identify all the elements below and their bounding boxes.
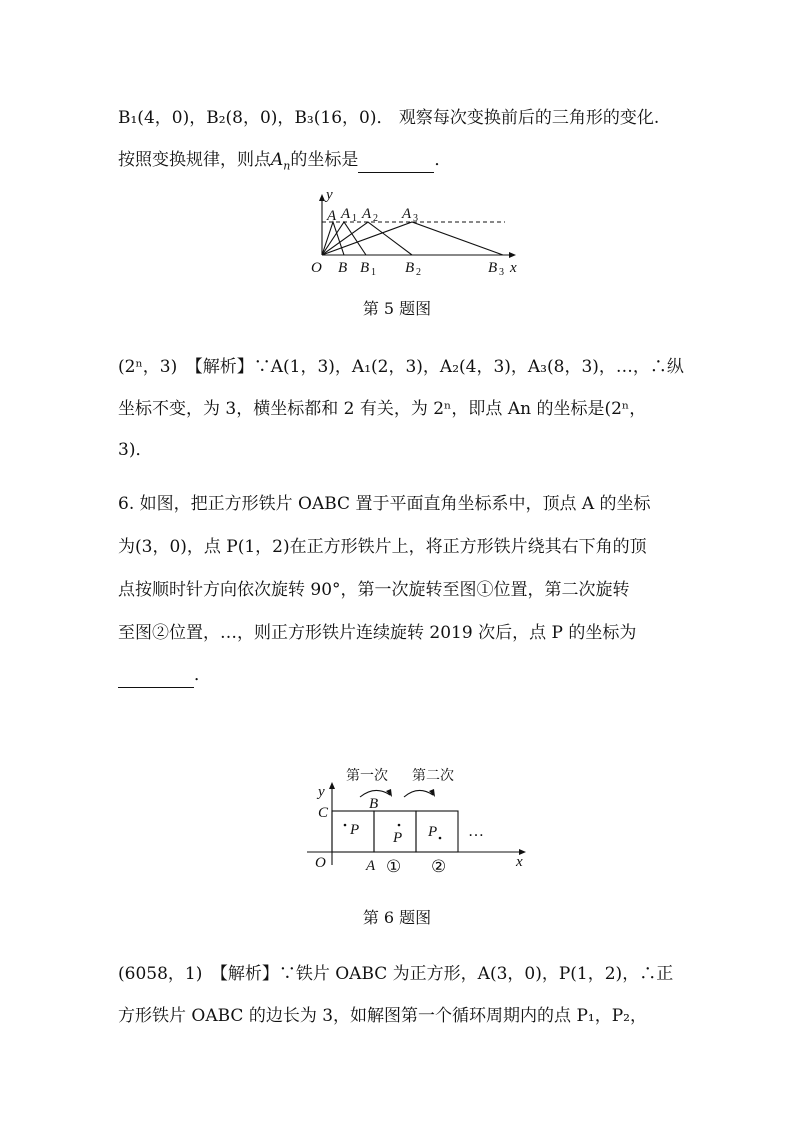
label-a: A [327, 208, 337, 224]
p5-line-2-pre: 按照变换规律，则点 [118, 150, 271, 170]
label-second: 第二次 [412, 768, 454, 784]
label-b2: B [405, 260, 415, 276]
figure-5 [0, 185, 794, 285]
label-c: C [318, 805, 329, 821]
label-p1: P [393, 830, 403, 846]
p5-solution-3: 3)． [118, 440, 153, 460]
label-a3: A [402, 206, 412, 222]
label-b3: B [488, 260, 498, 276]
dot-p [344, 824, 347, 827]
p5-line-2-post: 的坐标是 [290, 150, 359, 170]
p6-line-3: 点按顺时针方向依次旋转 90°，第一次旋转至图①位置，第二次旋转 [118, 580, 630, 600]
dot-p1 [398, 824, 401, 827]
p6-line-5-end: ． [194, 665, 211, 685]
answer-blank-6 [118, 663, 194, 688]
label-a3-sub: 3 [413, 213, 418, 224]
caption-6: 第 6 题图 [362, 908, 432, 927]
p5-line-2-end: ． [434, 150, 452, 170]
b2-coord: B₂(8，0)， [206, 108, 295, 128]
p6-line-2: 为(3，0)，点 P(1，2)在正方形铁片上，将正方形铁片绕其右下角的顶 [118, 537, 647, 557]
p6-line-4: 至图②位置，…，则正方形铁片连续旋转 2019 次后，点 P 的坐标为 [118, 623, 637, 643]
x-label-5: x [510, 260, 517, 276]
label-b1: B [360, 260, 370, 276]
p6-solution-2: 方形铁片 OABC 的边长为 3，如解图第一个循环周期内的点 P₁，P₂， [118, 1006, 647, 1026]
p5-line-1 [118, 106, 659, 130]
label-first: 第一次 [346, 768, 388, 784]
label-b1-sub: 1 [371, 267, 376, 278]
label-a1: A [341, 206, 351, 222]
p5-solution-2: 坐标不变，为 3，横坐标都和 2 有关，为 2ⁿ，即点 An 的坐标是(2ⁿ， [118, 399, 647, 419]
dot-p2 [439, 837, 442, 840]
p6-solution-1: (6058，1) 【解析】∵铁片 OABC 为正方形，A(3，0)，P(1，2)，∴正 [118, 964, 674, 984]
triangle-ob3a3 [322, 222, 503, 255]
b3-coord: B₃(16，0)． [294, 108, 394, 128]
caption-5: 第 5 题图 [362, 299, 432, 318]
p5-solution-1: (2ⁿ，3) 【解析】∵A(1，3)，A₁(2，3)，A₂(4，3)，A₃(8，3)，…，∴纵 [118, 357, 684, 377]
p6-line-1: 6. 如图，把正方形铁片 OABC 置于平面直角坐标系中，顶点 A 的坐标 [118, 494, 651, 514]
b1-coord: B₁(4，0)， [118, 108, 207, 128]
label-b2-sub: 2 [416, 267, 421, 278]
label-p: P [350, 822, 360, 838]
origin-label-5: O [311, 260, 322, 276]
y-label-5: y [326, 187, 333, 203]
label-b3-sub: 3 [499, 267, 504, 278]
p5-line-1-text: 观察每次变换前后的三角形的变化. [398, 108, 660, 128]
answer-blank-5 [358, 148, 434, 173]
x-axis-arrow-5 [509, 252, 516, 258]
y-label-6: y [318, 784, 325, 800]
circle-2-label: ② [431, 857, 447, 876]
label-b-6: B [369, 796, 379, 812]
ellipsis-label: … [468, 823, 484, 840]
label-a2: A [362, 206, 372, 222]
y-axis-arrow-6 [329, 782, 335, 789]
label-b: B [338, 260, 348, 276]
y-axis-arrow-5 [319, 194, 325, 201]
label-p2: P [428, 824, 438, 840]
circle-1-label: ① [386, 857, 402, 876]
label-a1-sub: 1 [352, 213, 357, 224]
x-label-6: x [516, 854, 523, 870]
point-an-sub: n [283, 159, 291, 173]
point-an: A [271, 150, 284, 170]
origin-label-6: O [315, 855, 326, 871]
figure-6 [0, 760, 794, 880]
p6-line-5 [118, 663, 211, 688]
label-a2-sub: 2 [373, 213, 378, 224]
label-a-6: A [366, 858, 376, 874]
p5-line-2 [118, 148, 451, 178]
arc-second [404, 790, 433, 797]
